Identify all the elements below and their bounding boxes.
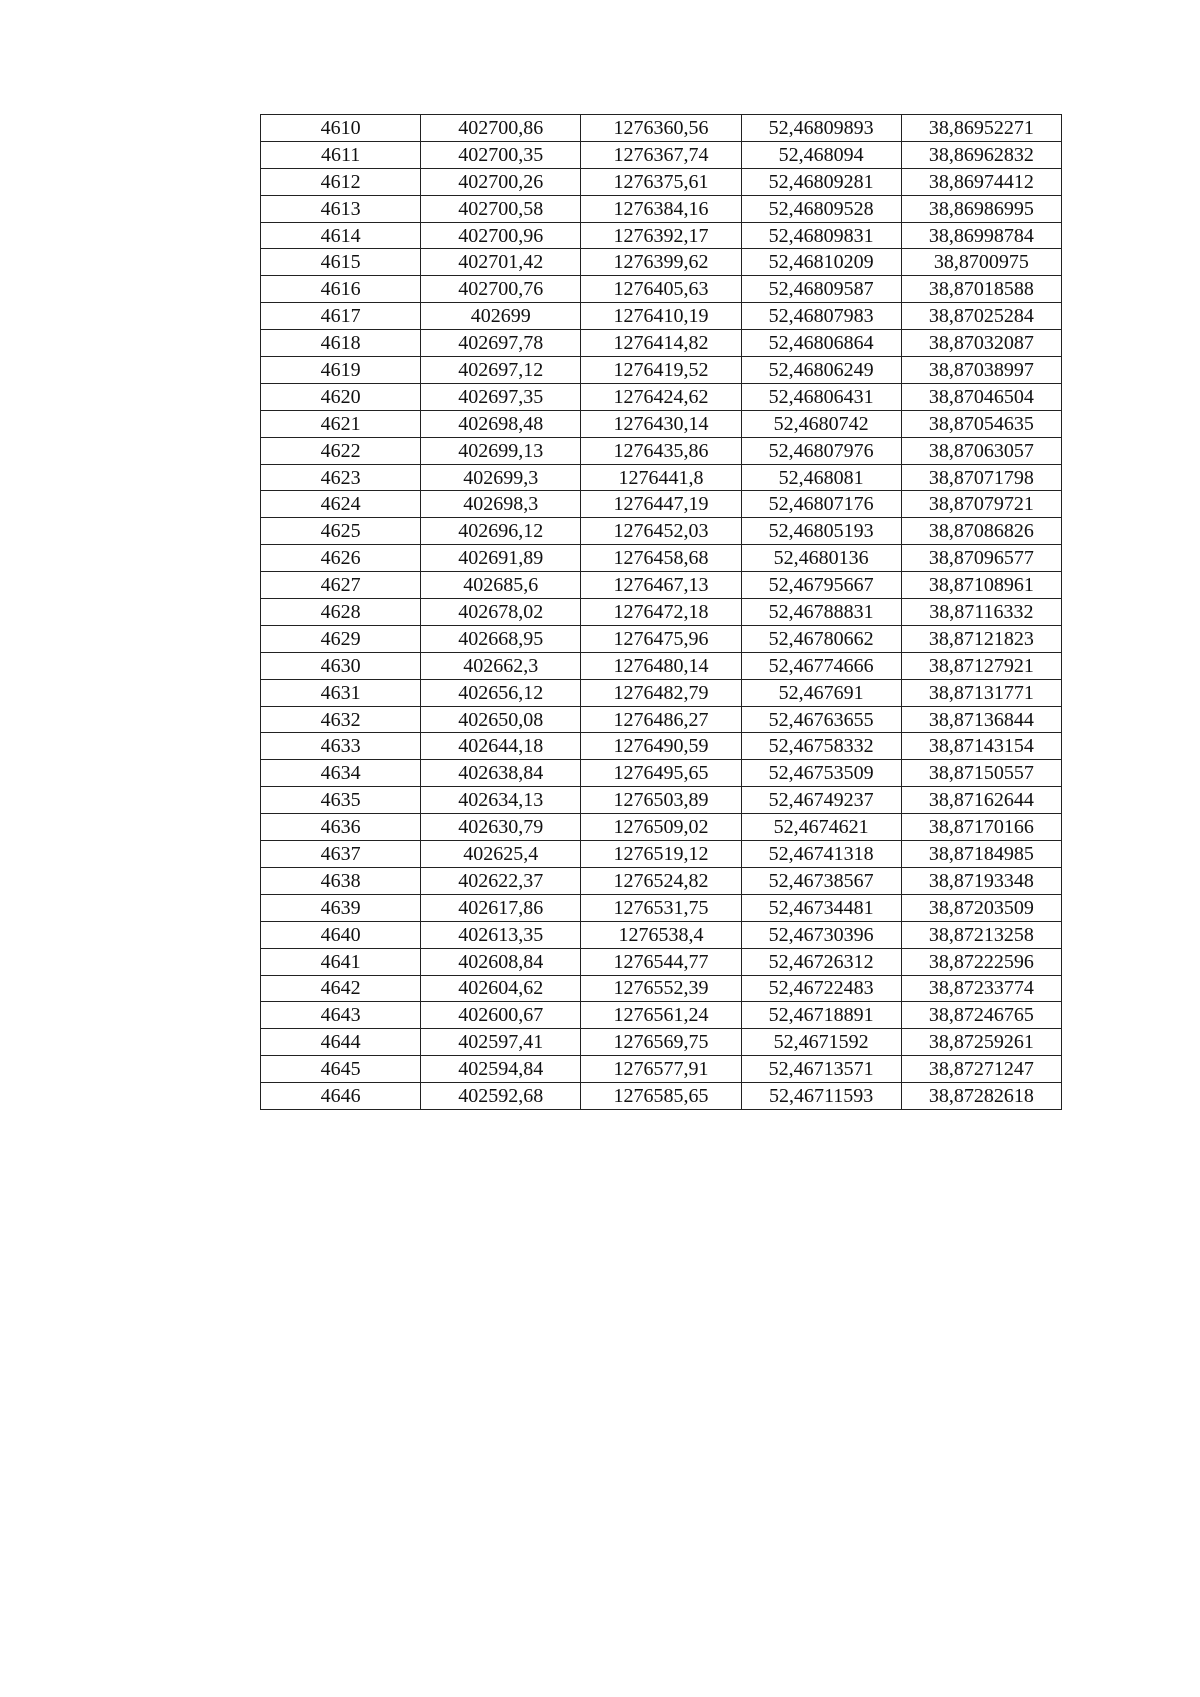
table-row xyxy=(261,787,1062,814)
latitude-cell: 52,4674621 xyxy=(741,814,901,841)
longitude-cell: 38,87032087 xyxy=(901,330,1061,357)
longitude-cell: 38,87184985 xyxy=(901,841,1061,868)
table-row xyxy=(261,168,1062,195)
longitude-cell: 38,87222596 xyxy=(901,948,1061,975)
table-row xyxy=(261,894,1062,921)
table-row xyxy=(261,625,1062,652)
y-coordinate-cell: 1276577,91 xyxy=(581,1056,741,1083)
x-coordinate-cell: 402613,35 xyxy=(421,921,581,948)
latitude-cell: 52,4680136 xyxy=(741,545,901,572)
x-coordinate-cell: 402700,58 xyxy=(421,195,581,222)
y-coordinate-cell: 1276569,75 xyxy=(581,1029,741,1056)
y-coordinate-cell: 1276405,63 xyxy=(581,276,741,303)
point-number-cell: 4632 xyxy=(261,706,421,733)
y-coordinate-cell: 1276410,19 xyxy=(581,303,741,330)
point-number-cell: 4621 xyxy=(261,410,421,437)
x-coordinate-cell: 402700,35 xyxy=(421,141,581,168)
point-number-cell: 4631 xyxy=(261,679,421,706)
latitude-cell: 52,46805193 xyxy=(741,518,901,545)
longitude-cell: 38,87038997 xyxy=(901,357,1061,384)
longitude-cell: 38,8700975 xyxy=(901,249,1061,276)
longitude-cell: 38,87046504 xyxy=(901,383,1061,410)
point-number-cell: 4610 xyxy=(261,115,421,142)
longitude-cell: 38,87136844 xyxy=(901,706,1061,733)
point-number-cell: 4626 xyxy=(261,545,421,572)
point-number-cell: 4644 xyxy=(261,1029,421,1056)
point-number-cell: 4613 xyxy=(261,195,421,222)
latitude-cell: 52,46763655 xyxy=(741,706,901,733)
latitude-cell: 52,46809528 xyxy=(741,195,901,222)
point-number-cell: 4625 xyxy=(261,518,421,545)
point-number-cell: 4629 xyxy=(261,625,421,652)
latitude-cell: 52,46795667 xyxy=(741,572,901,599)
x-coordinate-cell: 402634,13 xyxy=(421,787,581,814)
longitude-cell: 38,87079721 xyxy=(901,491,1061,518)
table-row xyxy=(261,141,1062,168)
y-coordinate-cell: 1276480,14 xyxy=(581,652,741,679)
table-row xyxy=(261,975,1062,1002)
x-coordinate-cell: 402700,96 xyxy=(421,222,581,249)
latitude-cell: 52,46730396 xyxy=(741,921,901,948)
point-number-cell: 4620 xyxy=(261,383,421,410)
point-number-cell: 4615 xyxy=(261,249,421,276)
latitude-cell: 52,46809281 xyxy=(741,168,901,195)
y-coordinate-cell: 1276509,02 xyxy=(581,814,741,841)
point-number-cell: 4616 xyxy=(261,276,421,303)
latitude-cell: 52,46809587 xyxy=(741,276,901,303)
point-number-cell: 4639 xyxy=(261,894,421,921)
longitude-cell: 38,86962832 xyxy=(901,141,1061,168)
x-coordinate-cell: 402696,12 xyxy=(421,518,581,545)
table-row xyxy=(261,545,1062,572)
longitude-cell: 38,87150557 xyxy=(901,760,1061,787)
x-coordinate-cell: 402697,78 xyxy=(421,330,581,357)
table-row xyxy=(261,303,1062,330)
y-coordinate-cell: 1276475,96 xyxy=(581,625,741,652)
latitude-cell: 52,46810209 xyxy=(741,249,901,276)
table-row xyxy=(261,330,1062,357)
y-coordinate-cell: 1276447,19 xyxy=(581,491,741,518)
y-coordinate-cell: 1276544,77 xyxy=(581,948,741,975)
x-coordinate-cell: 402699 xyxy=(421,303,581,330)
y-coordinate-cell: 1276486,27 xyxy=(581,706,741,733)
latitude-cell: 52,46734481 xyxy=(741,894,901,921)
point-number-cell: 4637 xyxy=(261,841,421,868)
table-row xyxy=(261,760,1062,787)
y-coordinate-cell: 1276435,86 xyxy=(581,437,741,464)
latitude-cell: 52,46807976 xyxy=(741,437,901,464)
y-coordinate-cell: 1276430,14 xyxy=(581,410,741,437)
x-coordinate-cell: 402700,76 xyxy=(421,276,581,303)
table-row xyxy=(261,249,1062,276)
x-coordinate-cell: 402678,02 xyxy=(421,599,581,626)
table-row xyxy=(261,195,1062,222)
longitude-cell: 38,86986995 xyxy=(901,195,1061,222)
x-coordinate-cell: 402701,42 xyxy=(421,249,581,276)
point-number-cell: 4645 xyxy=(261,1056,421,1083)
y-coordinate-cell: 1276472,18 xyxy=(581,599,741,626)
point-number-cell: 4636 xyxy=(261,814,421,841)
y-coordinate-cell: 1276503,89 xyxy=(581,787,741,814)
y-coordinate-cell: 1276360,56 xyxy=(581,115,741,142)
latitude-cell: 52,46809893 xyxy=(741,115,901,142)
y-coordinate-cell: 1276524,82 xyxy=(581,867,741,894)
x-coordinate-cell: 402699,3 xyxy=(421,464,581,491)
x-coordinate-cell: 402698,3 xyxy=(421,491,581,518)
y-coordinate-cell: 1276467,13 xyxy=(581,572,741,599)
latitude-cell: 52,46758332 xyxy=(741,733,901,760)
point-number-cell: 4630 xyxy=(261,652,421,679)
longitude-cell: 38,87170166 xyxy=(901,814,1061,841)
x-coordinate-cell: 402691,89 xyxy=(421,545,581,572)
point-number-cell: 4641 xyxy=(261,948,421,975)
table-row xyxy=(261,679,1062,706)
point-number-cell: 4646 xyxy=(261,1083,421,1110)
longitude-cell: 38,86998784 xyxy=(901,222,1061,249)
latitude-cell: 52,46711593 xyxy=(741,1083,901,1110)
y-coordinate-cell: 1276585,65 xyxy=(581,1083,741,1110)
x-coordinate-cell: 402644,18 xyxy=(421,733,581,760)
table-row xyxy=(261,921,1062,948)
table-row xyxy=(261,410,1062,437)
x-coordinate-cell: 402699,13 xyxy=(421,437,581,464)
longitude-cell: 38,87131771 xyxy=(901,679,1061,706)
latitude-cell: 52,468081 xyxy=(741,464,901,491)
longitude-cell: 38,86952271 xyxy=(901,115,1061,142)
point-number-cell: 4634 xyxy=(261,760,421,787)
table-row xyxy=(261,276,1062,303)
x-coordinate-cell: 402697,35 xyxy=(421,383,581,410)
x-coordinate-cell: 402650,08 xyxy=(421,706,581,733)
table-row xyxy=(261,1056,1062,1083)
x-coordinate-cell: 402700,26 xyxy=(421,168,581,195)
y-coordinate-cell: 1276490,59 xyxy=(581,733,741,760)
point-number-cell: 4622 xyxy=(261,437,421,464)
latitude-cell: 52,46788831 xyxy=(741,599,901,626)
longitude-cell: 38,87096577 xyxy=(901,545,1061,572)
point-number-cell: 4623 xyxy=(261,464,421,491)
longitude-cell: 38,87246765 xyxy=(901,1002,1061,1029)
y-coordinate-cell: 1276424,62 xyxy=(581,383,741,410)
longitude-cell: 38,87162644 xyxy=(901,787,1061,814)
table-row xyxy=(261,491,1062,518)
y-coordinate-cell: 1276441,8 xyxy=(581,464,741,491)
x-coordinate-cell: 402597,41 xyxy=(421,1029,581,1056)
point-number-cell: 4614 xyxy=(261,222,421,249)
y-coordinate-cell: 1276399,62 xyxy=(581,249,741,276)
y-coordinate-cell: 1276384,16 xyxy=(581,195,741,222)
x-coordinate-cell: 402594,84 xyxy=(421,1056,581,1083)
latitude-cell: 52,46738567 xyxy=(741,867,901,894)
table-row xyxy=(261,222,1062,249)
latitude-cell: 52,46722483 xyxy=(741,975,901,1002)
y-coordinate-cell: 1276519,12 xyxy=(581,841,741,868)
y-coordinate-cell: 1276538,4 xyxy=(581,921,741,948)
x-coordinate-cell: 402625,4 xyxy=(421,841,581,868)
latitude-cell: 52,46774666 xyxy=(741,652,901,679)
latitude-cell: 52,46713571 xyxy=(741,1056,901,1083)
longitude-cell: 38,87203509 xyxy=(901,894,1061,921)
table-row xyxy=(261,1029,1062,1056)
table-row xyxy=(261,814,1062,841)
longitude-cell: 38,87127921 xyxy=(901,652,1061,679)
x-coordinate-cell: 402638,84 xyxy=(421,760,581,787)
point-number-cell: 4627 xyxy=(261,572,421,599)
latitude-cell: 52,46806249 xyxy=(741,357,901,384)
table-row xyxy=(261,572,1062,599)
x-coordinate-cell: 402617,86 xyxy=(421,894,581,921)
x-coordinate-cell: 402608,84 xyxy=(421,948,581,975)
latitude-cell: 52,46780662 xyxy=(741,625,901,652)
point-number-cell: 4638 xyxy=(261,867,421,894)
table-row xyxy=(261,706,1062,733)
y-coordinate-cell: 1276458,68 xyxy=(581,545,741,572)
point-number-cell: 4619 xyxy=(261,357,421,384)
point-number-cell: 4640 xyxy=(261,921,421,948)
latitude-cell: 52,46806431 xyxy=(741,383,901,410)
coordinates-table-body xyxy=(261,115,1062,1110)
latitude-cell: 52,4671592 xyxy=(741,1029,901,1056)
table-row xyxy=(261,1083,1062,1110)
longitude-cell: 38,87063057 xyxy=(901,437,1061,464)
y-coordinate-cell: 1276561,24 xyxy=(581,1002,741,1029)
longitude-cell: 38,87143154 xyxy=(901,733,1061,760)
table-row xyxy=(261,599,1062,626)
latitude-cell: 52,46753509 xyxy=(741,760,901,787)
table-row xyxy=(261,948,1062,975)
point-number-cell: 4633 xyxy=(261,733,421,760)
table-row xyxy=(261,357,1062,384)
y-coordinate-cell: 1276375,61 xyxy=(581,168,741,195)
longitude-cell: 38,87116332 xyxy=(901,599,1061,626)
point-number-cell: 4611 xyxy=(261,141,421,168)
x-coordinate-cell: 402697,12 xyxy=(421,357,581,384)
table-row xyxy=(261,464,1062,491)
latitude-cell: 52,46726312 xyxy=(741,948,901,975)
latitude-cell: 52,46718891 xyxy=(741,1002,901,1029)
table-row xyxy=(261,1002,1062,1029)
latitude-cell: 52,46807176 xyxy=(741,491,901,518)
y-coordinate-cell: 1276367,74 xyxy=(581,141,741,168)
table-row xyxy=(261,733,1062,760)
longitude-cell: 38,86974412 xyxy=(901,168,1061,195)
table-row xyxy=(261,437,1062,464)
latitude-cell: 52,46749237 xyxy=(741,787,901,814)
latitude-cell: 52,46741318 xyxy=(741,841,901,868)
x-coordinate-cell: 402700,86 xyxy=(421,115,581,142)
y-coordinate-cell: 1276392,17 xyxy=(581,222,741,249)
latitude-cell: 52,46809831 xyxy=(741,222,901,249)
longitude-cell: 38,87108961 xyxy=(901,572,1061,599)
longitude-cell: 38,87282618 xyxy=(901,1083,1061,1110)
table-row xyxy=(261,115,1062,142)
longitude-cell: 38,87121823 xyxy=(901,625,1061,652)
y-coordinate-cell: 1276419,52 xyxy=(581,357,741,384)
longitude-cell: 38,87086826 xyxy=(901,518,1061,545)
y-coordinate-cell: 1276495,65 xyxy=(581,760,741,787)
longitude-cell: 38,87018588 xyxy=(901,276,1061,303)
latitude-cell: 52,46806864 xyxy=(741,330,901,357)
longitude-cell: 38,87233774 xyxy=(901,975,1061,1002)
y-coordinate-cell: 1276414,82 xyxy=(581,330,741,357)
table-row xyxy=(261,518,1062,545)
longitude-cell: 38,87193348 xyxy=(901,867,1061,894)
y-coordinate-cell: 1276531,75 xyxy=(581,894,741,921)
longitude-cell: 38,87054635 xyxy=(901,410,1061,437)
table-row xyxy=(261,841,1062,868)
latitude-cell: 52,467691 xyxy=(741,679,901,706)
latitude-cell: 52,46807983 xyxy=(741,303,901,330)
point-number-cell: 4618 xyxy=(261,330,421,357)
x-coordinate-cell: 402668,95 xyxy=(421,625,581,652)
point-number-cell: 4642 xyxy=(261,975,421,1002)
x-coordinate-cell: 402622,37 xyxy=(421,867,581,894)
x-coordinate-cell: 402630,79 xyxy=(421,814,581,841)
point-number-cell: 4628 xyxy=(261,599,421,626)
longitude-cell: 38,87213258 xyxy=(901,921,1061,948)
y-coordinate-cell: 1276482,79 xyxy=(581,679,741,706)
x-coordinate-cell: 402600,67 xyxy=(421,1002,581,1029)
coordinates-table xyxy=(260,114,1062,1110)
x-coordinate-cell: 402604,62 xyxy=(421,975,581,1002)
longitude-cell: 38,87259261 xyxy=(901,1029,1061,1056)
longitude-cell: 38,87071798 xyxy=(901,464,1061,491)
longitude-cell: 38,87025284 xyxy=(901,303,1061,330)
latitude-cell: 52,468094 xyxy=(741,141,901,168)
table-row xyxy=(261,383,1062,410)
latitude-cell: 52,4680742 xyxy=(741,410,901,437)
y-coordinate-cell: 1276452,03 xyxy=(581,518,741,545)
point-number-cell: 4643 xyxy=(261,1002,421,1029)
x-coordinate-cell: 402662,3 xyxy=(421,652,581,679)
x-coordinate-cell: 402656,12 xyxy=(421,679,581,706)
table-row xyxy=(261,652,1062,679)
point-number-cell: 4635 xyxy=(261,787,421,814)
point-number-cell: 4617 xyxy=(261,303,421,330)
x-coordinate-cell: 402698,48 xyxy=(421,410,581,437)
y-coordinate-cell: 1276552,39 xyxy=(581,975,741,1002)
point-number-cell: 4612 xyxy=(261,168,421,195)
longitude-cell: 38,87271247 xyxy=(901,1056,1061,1083)
table-row xyxy=(261,867,1062,894)
x-coordinate-cell: 402685,6 xyxy=(421,572,581,599)
point-number-cell: 4624 xyxy=(261,491,421,518)
x-coordinate-cell: 402592,68 xyxy=(421,1083,581,1110)
